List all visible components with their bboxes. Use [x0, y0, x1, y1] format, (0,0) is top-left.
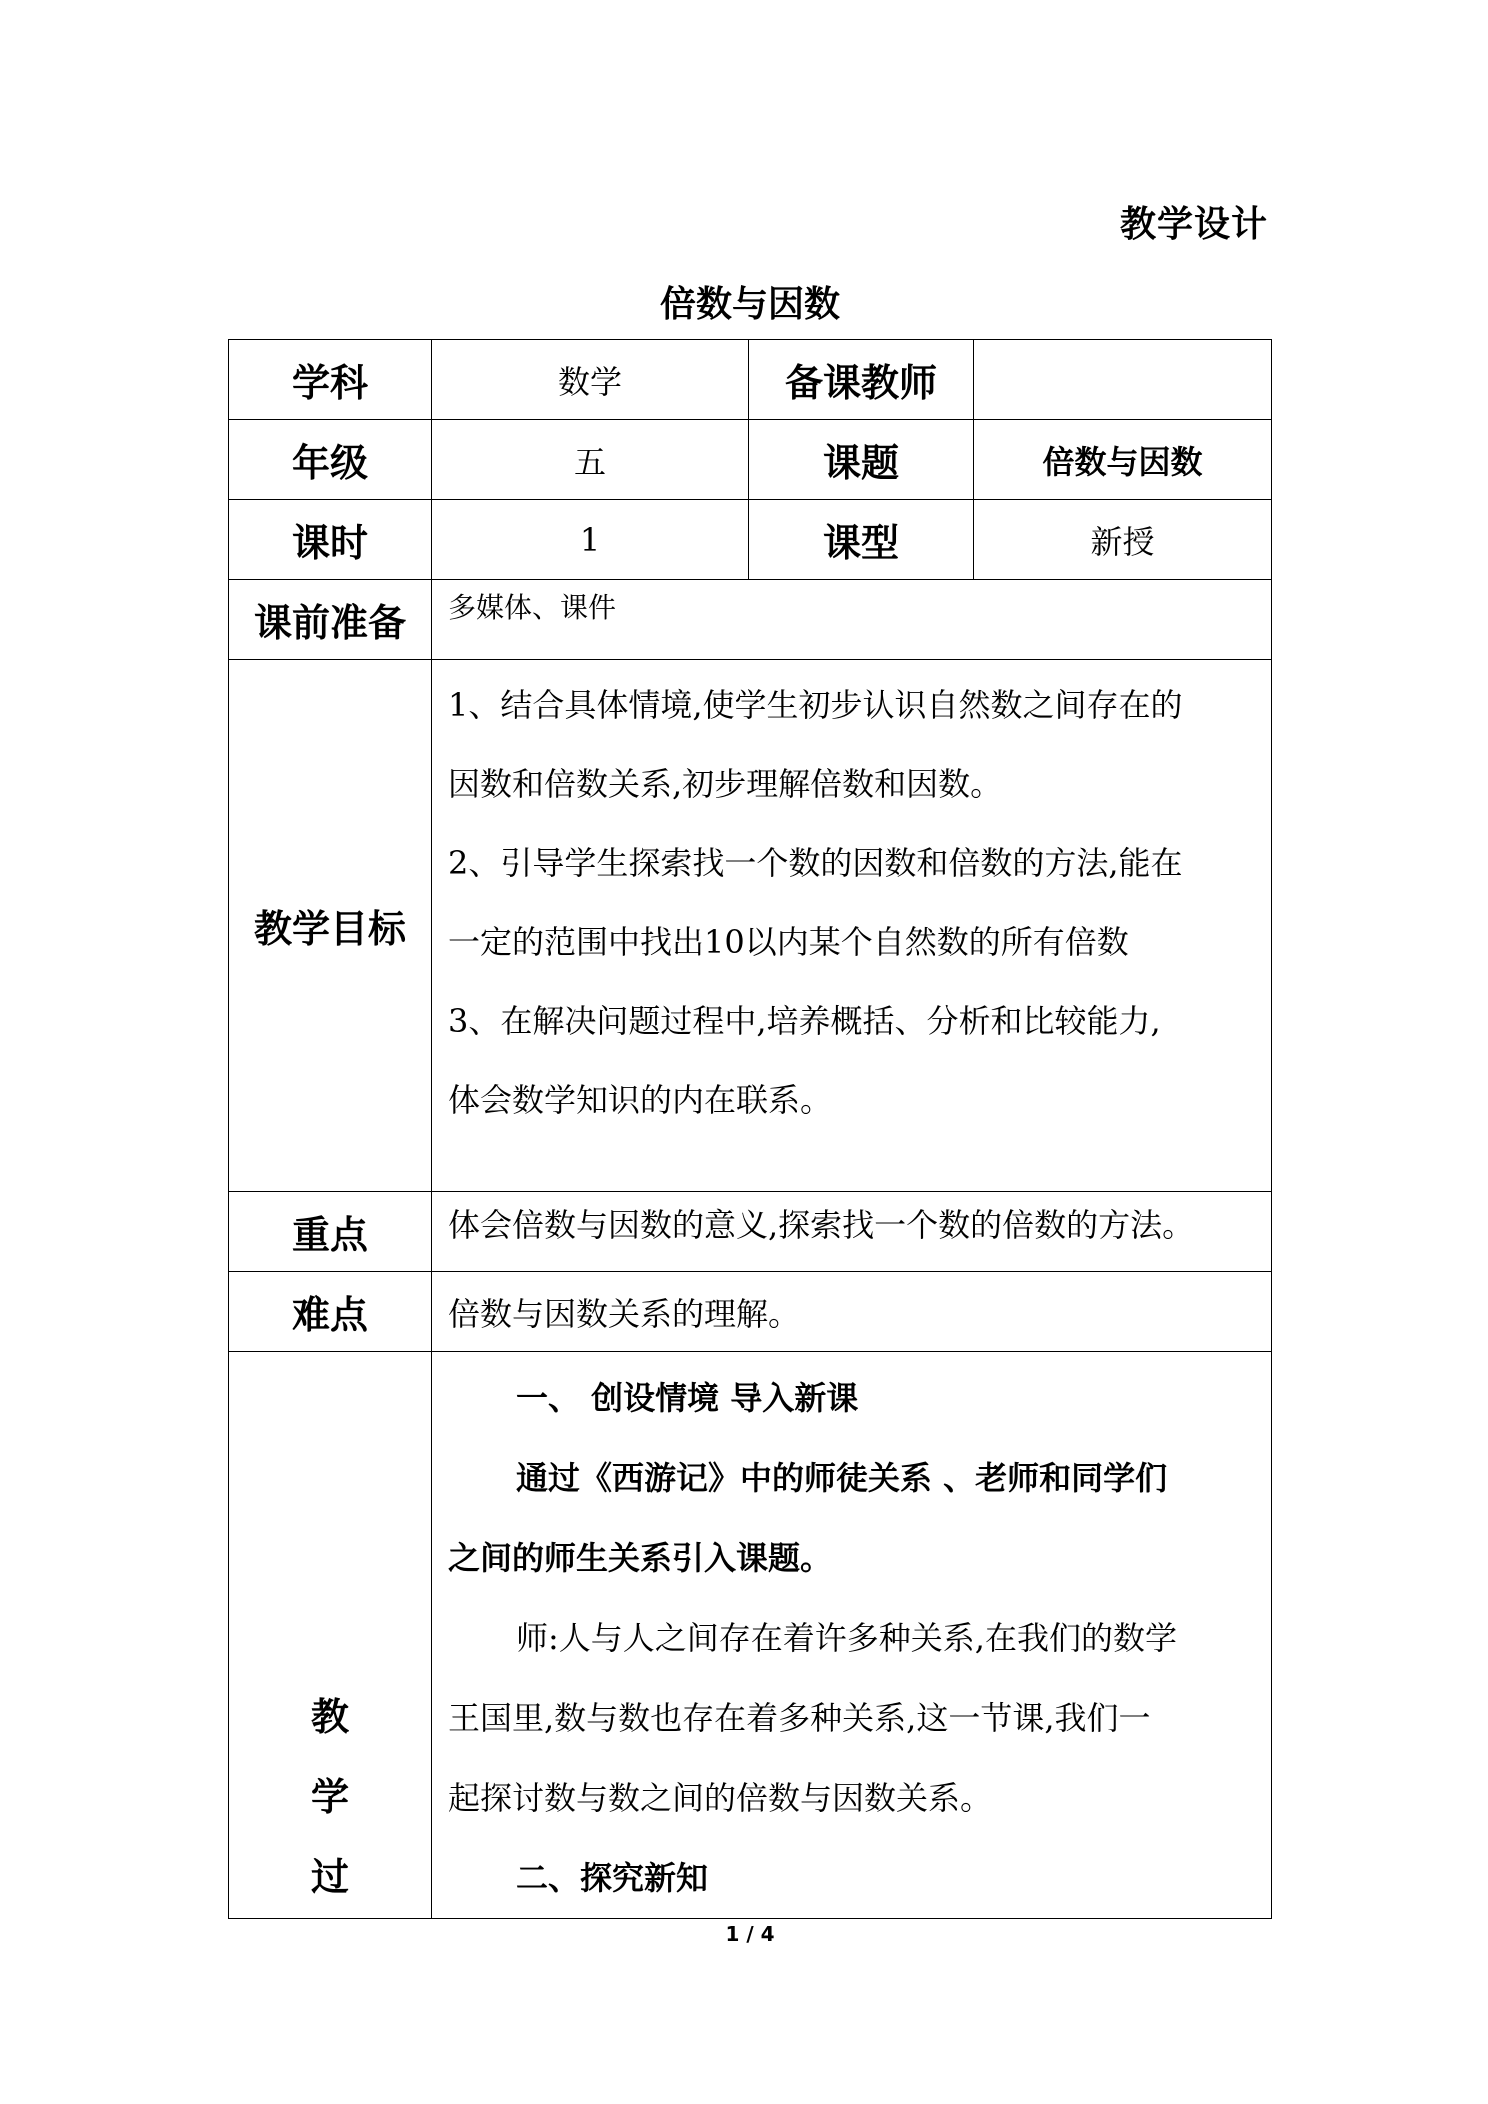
process-teacher-line: 起探讨数与数之间的倍数与因数关系。 [448, 1779, 993, 1817]
objective-line: 一定的范围中找出10以内某个自然数的所有倍数 [448, 923, 1129, 961]
row-period [229, 500, 1272, 580]
topic-value: 倍数与因数 [974, 420, 1272, 500]
row-difficulty [229, 1272, 1272, 1352]
key-value: 体会倍数与因数的意义,探索找一个数的倍数的方法。 [432, 1192, 1272, 1272]
objectives-content [432, 660, 1272, 1192]
process-heading-2: 二、探究新知 [516, 1859, 709, 1897]
page-number: 1 / 4 [725, 1922, 775, 1946]
key-label: 重点 [229, 1192, 432, 1272]
objective-line: 体会数学知识的内在联系。 [448, 1081, 833, 1119]
prep-value: 多媒体、课件 [432, 580, 1272, 660]
difficulty-label: 难点 [229, 1272, 432, 1352]
objective-line: 1、结合具体情境,使学生初步认识自然数之间存在的 [448, 686, 1183, 724]
process-heading-1: 一、 创设情境 导入新课 [516, 1379, 859, 1417]
document-title: 倍数与因数 [659, 284, 840, 325]
row-grade [229, 420, 1272, 500]
topic-label: 课题 [749, 420, 974, 500]
row-objectives [229, 660, 1272, 1192]
subject-label: 学科 [229, 340, 432, 420]
row-key-points [229, 1192, 1272, 1272]
type-label: 课型 [749, 500, 974, 580]
period-value: 1 [432, 500, 749, 580]
grade-value: 五 [432, 420, 749, 500]
period-label: 课时 [229, 500, 432, 580]
row-subject [229, 340, 1272, 420]
process-label-char: 教 [310, 1695, 349, 1739]
row-process [229, 1352, 1272, 1919]
process-label-char: 学 [310, 1775, 349, 1819]
process-intro-line: 通过《西游记》中的师徒关系 、老师和同学们 [516, 1459, 1168, 1497]
lesson-plan-table [228, 339, 1272, 1919]
process-content [432, 1352, 1272, 1919]
process-label-char: 过 [310, 1855, 349, 1899]
objective-line: 因数和倍数关系,初步理解倍数和因数。 [448, 765, 1003, 803]
objective-line: 2、引导学生探索找一个数的因数和倍数的方法,能在 [448, 844, 1183, 882]
objectives-label: 教学目标 [229, 660, 432, 1192]
document-header: 教学设计 [1120, 204, 1269, 245]
difficulty-value: 倍数与因数关系的理解。 [432, 1272, 1272, 1352]
row-prep [229, 580, 1272, 660]
teacher-value [974, 340, 1272, 420]
prep-label: 课前准备 [229, 580, 432, 660]
teacher-label: 备课教师 [749, 340, 974, 420]
type-value: 新授 [974, 500, 1272, 580]
process-teacher-line: 师:人与人之间存在着许多种关系,在我们的数学 [516, 1619, 1177, 1657]
grade-label: 年级 [229, 420, 432, 500]
process-intro-line: 之间的师生关系引入课题。 [448, 1539, 833, 1577]
process-label [229, 1352, 432, 1919]
objective-line: 3、在解决问题过程中,培养概括、分析和比较能力, [448, 1002, 1161, 1040]
subject-value: 数学 [432, 340, 749, 420]
process-teacher-line: 王国里,数与数也存在着多种关系,这一节课,我们一 [448, 1699, 1151, 1737]
